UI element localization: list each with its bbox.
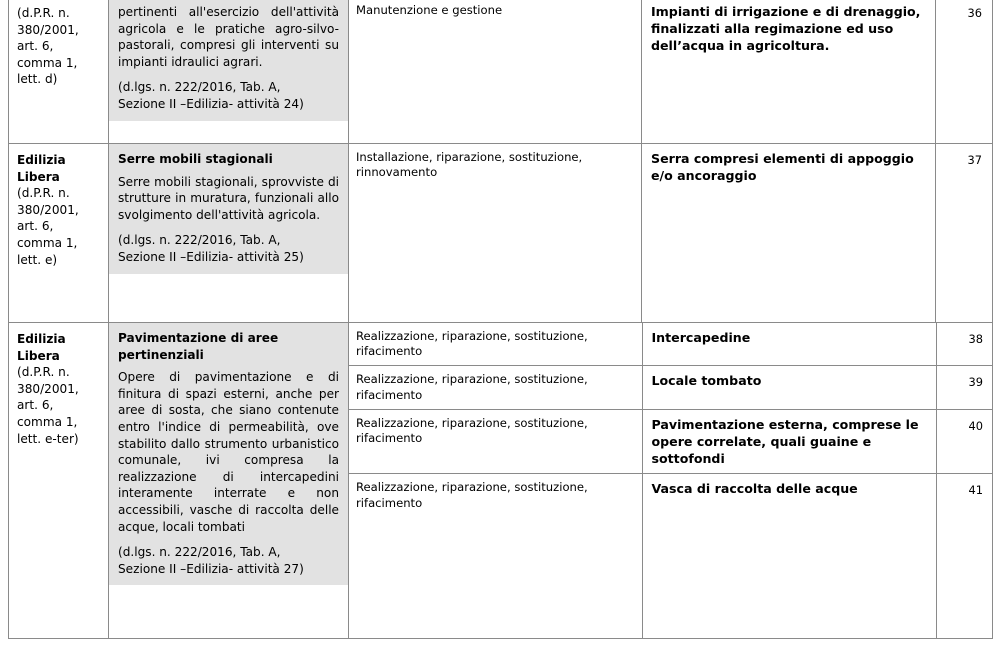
opera-cell xyxy=(642,474,936,638)
descrizione-body: Opere di pavimentazione e di finitura di spazi esterni, anche per aree di sosta, che siano contenute entro l'indice di permeabilità, ove stabilito dallo strumento urbanistico comunale, ivi compresa la realizzazione di intercapedini interamente interrate e non accessibili, vasche di raccolta delle acque, locali tombati xyxy=(118,370,339,534)
norma-ref-line: 380/2001, xyxy=(17,202,79,217)
intervento-text: Realizzazione, riparazione, sostituzione, rifacimento xyxy=(356,480,588,510)
opera-cell xyxy=(642,0,936,144)
table-row xyxy=(9,144,993,323)
intervento-cell xyxy=(349,409,642,474)
table-row xyxy=(349,323,993,366)
opera-cell xyxy=(642,323,936,366)
opere-subtable xyxy=(349,323,993,638)
norma-ref-line: comma 1, xyxy=(17,235,78,250)
opera-cell xyxy=(642,144,936,323)
norma-cell xyxy=(9,0,109,144)
numero-cell xyxy=(936,409,993,474)
opera-text: Locale tombato xyxy=(651,373,762,389)
norma-ref-line: lett. e) xyxy=(17,252,58,267)
intervento-text: Realizzazione, riparazione, sostituzione, rifacimento xyxy=(356,372,588,402)
intervento-text: Installazione, riparazione, sostituzione, rinnovamento xyxy=(356,150,583,180)
norma-cell xyxy=(9,144,109,323)
numero-text: 38 xyxy=(968,332,983,346)
norma-ref-line: (d.P.R. n. xyxy=(17,6,70,20)
norma-ref-line: 380/2001, xyxy=(17,22,79,37)
norma-ref-line: (d.P.R. n. xyxy=(17,365,70,380)
norma-title: Edilizia Libera xyxy=(17,153,66,184)
norma-ref-line: comma 1, xyxy=(17,414,78,429)
descrizione-citation xyxy=(118,544,339,577)
numero-cell xyxy=(936,323,993,366)
citation-line: Sezione II –Edilizia- attività 27) xyxy=(118,561,304,576)
intervento-cell xyxy=(349,0,642,144)
intervento-cell xyxy=(349,366,642,409)
table-row xyxy=(349,474,993,638)
norma-ref-line: (d.P.R. n. xyxy=(17,186,70,201)
numero-cell xyxy=(936,366,993,409)
citation-line: (d.lgs. n. 222/2016, Tab. A, xyxy=(118,233,281,248)
descrizione-citation xyxy=(118,232,339,265)
norma-ref-line: art. 6, xyxy=(17,39,54,54)
descrizione-cell xyxy=(109,323,349,639)
table-row xyxy=(349,366,993,409)
intervento-cell xyxy=(349,144,642,323)
descrizione-heading: Serre mobili stagionali xyxy=(118,152,273,166)
norma-ref-line: lett. e-ter) xyxy=(17,431,79,446)
opera-cell xyxy=(642,409,936,474)
numero-cell xyxy=(936,474,993,638)
intervento-text: Realizzazione, riparazione, sostituzione, rifacimento xyxy=(356,329,588,359)
intervento-cell xyxy=(349,474,642,638)
table-row xyxy=(349,409,993,474)
norma-ref-line: art. 6, xyxy=(17,398,54,413)
table-row xyxy=(9,0,993,144)
citation-line: Sezione II –Edilizia- attività 24) xyxy=(118,96,304,111)
descrizione-cell xyxy=(109,0,349,144)
numero-text: 41 xyxy=(968,483,983,498)
opera-text: Vasca di raccolta delle acque xyxy=(651,481,858,497)
subrows-container xyxy=(349,323,993,639)
citation-line: (d.lgs. n. 222/2016, Tab. A, xyxy=(118,80,281,95)
numero-text: 36 xyxy=(967,6,982,20)
norma-ref-line: 380/2001, xyxy=(17,381,79,396)
numero-cell xyxy=(936,144,993,323)
citation-line: Sezione II –Edilizia- attività 25) xyxy=(118,249,304,264)
norma-title: Edilizia Libera xyxy=(17,332,66,363)
opera-text: Impianti di irrigazione e di drenaggio, finalizzati alla regimazione ed uso dell’acqua in agricoltura. xyxy=(651,4,921,54)
intervento-text: Manutenzione e gestione xyxy=(356,3,503,17)
citation-line: (d.lgs. n. 222/2016, Tab. A, xyxy=(118,545,281,560)
opera-text: Pavimentazione esterna, comprese le opere correlate, quali guaine e sottofondi xyxy=(651,416,919,467)
descrizione-cell xyxy=(109,144,349,323)
numero-text: 40 xyxy=(968,418,983,433)
intervento-cell xyxy=(349,323,642,366)
table-row xyxy=(9,323,993,639)
descrizione-heading: Pavimentazione di aree pertinenziali xyxy=(118,331,279,362)
descrizione-citation xyxy=(118,79,339,112)
opera-text: Serra compresi elementi di appoggio e/o ancoraggio xyxy=(651,151,914,184)
opera-cell xyxy=(642,366,936,409)
norma-ref-line: art. 6, xyxy=(17,219,54,234)
descrizione-body: pertinenti all'esercizio dell'attività agricola e le pratiche agro-silvo-pastorali, compresi gli interventi su impianti idraulici agrari. xyxy=(118,5,339,69)
descrizione-body: Serre mobili stagionali, sprovviste di strutture in muratura, funzionali allo svolgimento dell'attività agricola. xyxy=(118,174,339,222)
numero-text: 37 xyxy=(967,153,982,167)
numero-cell xyxy=(936,0,993,144)
norma-ref-line: lett. d) xyxy=(17,72,58,87)
opera-text: Intercapedine xyxy=(651,330,751,345)
numero-text: 39 xyxy=(968,375,983,390)
norma-ref-line: comma 1, xyxy=(17,55,78,70)
norma-cell xyxy=(9,323,109,639)
edilizia-libera-table xyxy=(8,0,993,639)
intervento-text: Realizzazione, riparazione, sostituzione, rifacimento xyxy=(356,415,588,446)
